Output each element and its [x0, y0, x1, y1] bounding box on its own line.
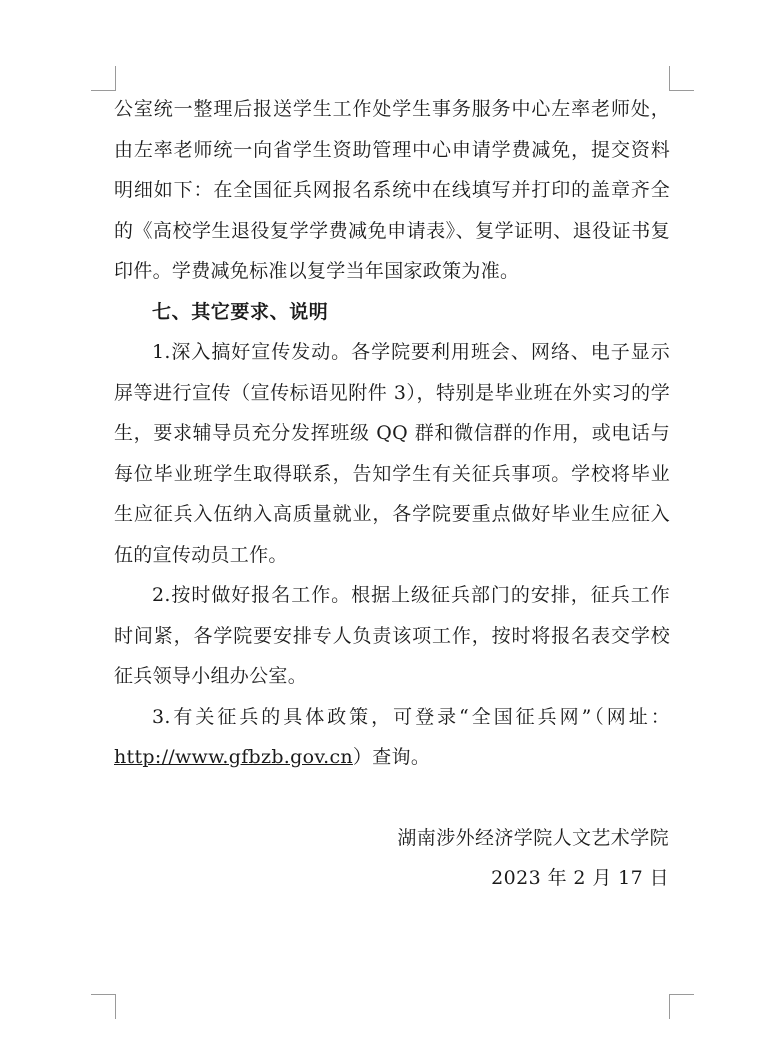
item-3-prefix: 3.有关征兵的具体政策，可登录“全国征兵网”（网址： [152, 705, 670, 728]
paragraph-tuition-reduction: 公室统一整理后报送学生工作处学生事务服务中心左率老师处，由左率老师统一向省学生资助管理中心申请学费减免，提交资料明细如下：在全国征兵网报名系统中在线填写并打印的盖章齐全的《高校学生退役复学学费减免申请表》、复学证明、退役证书复印件。学费减免标准以复学当年国家政策为准。 [114, 98, 670, 282]
document-body [114, 89, 670, 778]
crop-mark-bottom-right [669, 994, 694, 1019]
item-3-suffix: ）查询。 [352, 746, 431, 768]
paragraph-item-1: 1.深入搞好宣传发动。各学院要利用班会、网络、电子显示屏等进行宣传（宣传标语见附件 3），特别是毕业班在外实习的学生，要求辅导员充分发挥班级 QQ 群和微信群的作用，或电话与每位毕业班学生取得联系，告知学生有关征兵事项。学校将毕业生应征兵入伍纳入高质量就业，各学院要重点做好毕业生应征入伍的宣传动员工作。 [114, 341, 670, 566]
crop-mark-top-left [91, 66, 116, 91]
paragraph-item-2: 2.按时做好报名工作。根据上级征兵部门的安排，征兵工作时间紧，各学院要安排专人负责该项工作，按时将报名表交学校征兵领导小组办公室。 [114, 584, 670, 687]
paragraph-item-3 [114, 697, 670, 778]
section-heading: 七、其它要求、说明 [152, 300, 329, 323]
crop-mark-bottom-left [91, 994, 116, 1019]
crop-mark-top-right [669, 66, 694, 91]
website-link[interactable]: http://www.gfbzb.gov.cn [114, 746, 353, 768]
signature-organization: 湖南涉外经济学院人文艺术学院 [397, 827, 669, 849]
signature-date: 2023 年 2 月 17 日 [491, 867, 669, 889]
